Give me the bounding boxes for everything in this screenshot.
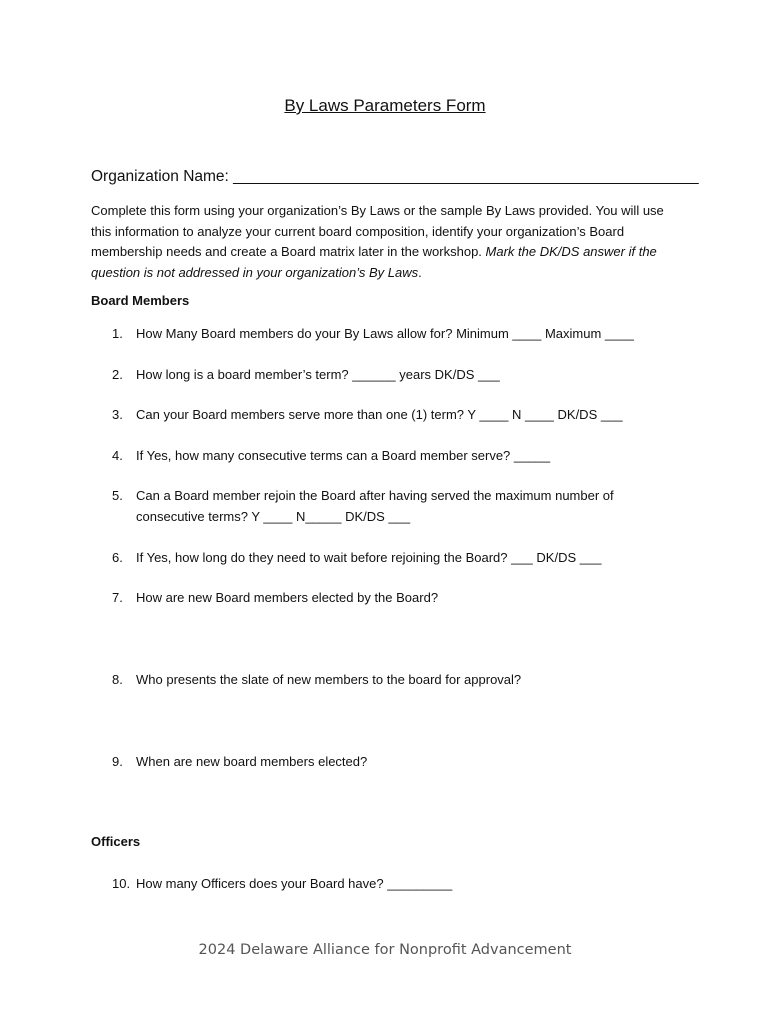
question-item xyxy=(112,751,682,772)
question-number: 1. xyxy=(112,326,123,341)
question-number: 7. xyxy=(112,590,123,605)
question-item xyxy=(112,485,682,527)
section-heading-board-members: Board Members xyxy=(91,293,190,308)
question-number: 6. xyxy=(112,550,123,565)
instructions-paragraph xyxy=(91,201,681,283)
instructions-end: . xyxy=(418,264,422,280)
question-text: When are new board members elected? xyxy=(136,754,368,769)
question-number: 5. xyxy=(112,488,123,503)
question-item xyxy=(112,669,682,690)
question-number: 3. xyxy=(112,407,123,422)
question-text: How long is a board member’s term? ______ years DK/DS ___ xyxy=(136,367,500,382)
question-number: 4. xyxy=(112,448,123,463)
form-title: By Laws Parameters Form xyxy=(284,96,486,115)
question-text: How Many Board members do your By Laws allow for? Minimum ____ Maximum ____ xyxy=(136,326,634,341)
question-number: 9. xyxy=(112,754,123,769)
question-text: Who presents the slate of new members to the board for approval? xyxy=(136,672,522,687)
question-text: If Yes, how many consecutive terms can a Board member serve? _____ xyxy=(136,448,551,463)
question-text: How are new Board members elected by the Board? xyxy=(136,590,439,605)
page-footer: 2024 Delaware Alliance for Nonprofit Advancement xyxy=(198,942,572,958)
question-item xyxy=(112,445,682,466)
instructions-text: Complete this form using your organization’s By Laws or the sample By Laws provided. You will use this information to analyze your current board composition, identify your organization’s Board membership needs and create a Board matrix later in the workshop. xyxy=(91,203,664,259)
question-text: If Yes, how long do they need to wait before rejoining the Board? ___ DK/DS ___ xyxy=(136,550,602,565)
question-number: 10. xyxy=(112,876,131,891)
question-item xyxy=(112,587,682,608)
question-text: Can your Board members serve more than one (1) term? Y ____ N ____ DK/DS ___ xyxy=(136,407,623,422)
question-text: Can a Board member rejoin the Board after having served the maximum number of consecutive terms? Y ____ N_____ DK/DS ___ xyxy=(136,488,614,524)
question-item xyxy=(112,547,682,568)
question-number: 8. xyxy=(112,672,123,687)
question-text: How many Officers does your Board have? _________ xyxy=(136,876,453,891)
question-item xyxy=(112,323,682,344)
question-item xyxy=(112,873,682,894)
question-item xyxy=(112,404,682,425)
question-item xyxy=(112,364,682,385)
instructions-italic-note: Mark the DK/DS answer if the question is not addressed in your organization’s By Laws xyxy=(91,244,657,280)
organization-name-line: Organization Name: ______________________________________________________ xyxy=(91,168,699,185)
section-heading-officers: Officers xyxy=(91,834,141,849)
question-number: 2. xyxy=(112,367,123,382)
